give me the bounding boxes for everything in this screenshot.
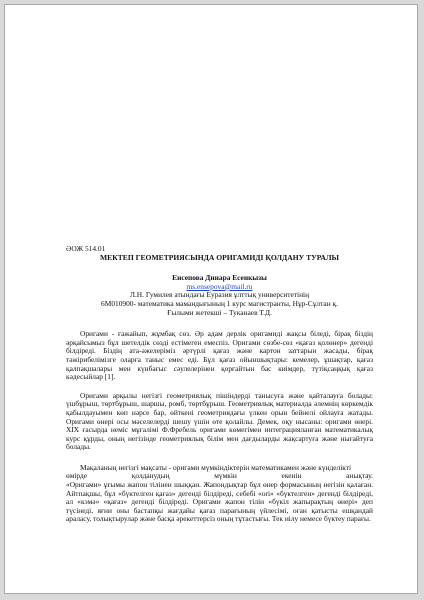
affiliation-line: 6М010900- математика мамандығының 1 курс магистранты, Нұр-Сұлтан қ.: [101, 298, 338, 308]
body-paragraph-2: Оригами арқылы негізгі геометриялық пішіндерді танысуға және қайталауға болады: үшбұрыш, төртбұрыш, шаршы, ромб, төртбұрыш. Геометриялық материалда әлемнің көркемдік қабылдауымен көп нәрсе бар, өйткені геометриядағы үлкен орын бейнелі ойлауға жатады. Оригами өнері осы мәселелерді шешу үшін өте қолайлы. Демек, оқу нысаны: оригами өнері. XIX ғасырда неміс мұғалімі Ф.Фребель оригами көмегімен интеграцияланған математикалық курс құрды, оның негізінде геометриялық білім мен дағдыларды жақсартуға және нығайтуға болады.: [66, 390, 373, 452]
article-title: МЕКТЕП ГЕОМЕТРИЯСЫНДА ОРИГАМИДІ ҚОЛДАНУ ТУРАЛЫ: [99, 252, 340, 262]
supervisor-line: Ғылыми жетекші – Туканаев Т.Д.: [167, 307, 272, 317]
word: өмірде: [66, 471, 88, 481]
body-paragraph-3-rest: «Оригами» ұғымы жапон тілінен шыққан. Жапондықтар бұл өнер формасының негізін қалаған. Айтпақшы, бұл «бүктелген қағаз» дегенді білдіреді, себебі «ori» «бүктелген» дегенді білдіреді, ал «кэмә» «қағаз» дегенді білдіреді. Оригами жапон тілін «бүкіл жапырақтың өнері» деп түсінеді, яғни оны бастапқы жағдайы қағаз парағының үйлесімі, оған қатысты ешқандай араласу, толықтырулар және басқа әрекеттерсіз оның тұтастығы. Тек иілу немесе бүктеу парағы.: [66, 480, 373, 524]
document-page: [4, 4, 418, 594]
word: екенін: [281, 471, 302, 481]
body-paragraph-1: Оригами - ғажайып, жұмбақ сөз. Әр адам дерлік оригамиді жақсы біледі, бірақ біздің әрқайсымыз бұл шетелдік сөзді естімеген емеспіз. Оригами сөзбе-сөз «қағаз қолөнер» дегенді білдіреді. Біздің ата-әжелеріміз әртүрлі қағаз және картон заттарын жасады, бірақ тәжірибелімізге оларға таныс емес еді. Бұл қағаз ойыншықтары: кемелер, ұшақтар, қағаз қалпақшалары мен күнбағыс сәулелерінен қорғайтын бас киімдер, түтіқсаңқық қағаз кәдесыйлар [1].: [66, 329, 373, 382]
word: қолданудың: [131, 471, 170, 481]
affiliation-line: Л.Н. Гумилев атындағы Еуразия ұлттық университетінің: [129, 290, 310, 300]
article-content: [66, 245, 373, 524]
udc-code: ӘОЖ 514.01: [66, 244, 106, 253]
word: анықтау.: [346, 471, 373, 481]
author-email-link[interactable]: ms.ensepova@mail.ru: [186, 281, 253, 291]
author-name: Енсепова Динара Есенкызы: [172, 273, 267, 283]
word: мүмкін: [214, 471, 237, 481]
body-paragraph-3-line-1: Мақаланың негізгі мақсаты - оригами мүмкіндіктерін математикамен және күнделікті: [80, 462, 352, 472]
